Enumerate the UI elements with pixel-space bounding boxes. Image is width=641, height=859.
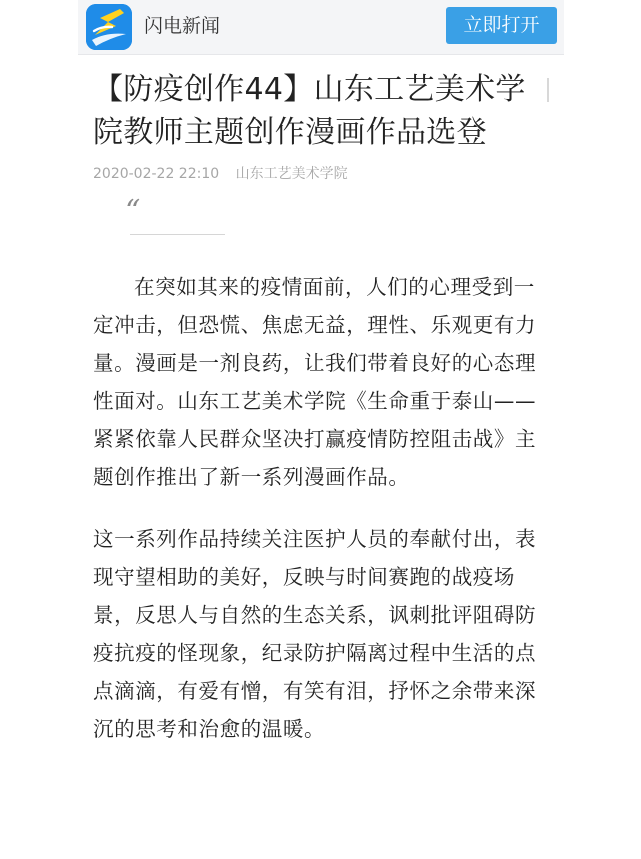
article-title: 【防疫创作44】山东工艺美术学院教师主题创作漫画作品选登 — [93, 72, 526, 150]
quote-divider — [130, 234, 225, 235]
paragraph: 这一系列作品持续关注医护人员的奉献付出，表现守望相助的美好，反映与时间赛跑的战疫场景，反思人与自然的生态关系，讽刺批评阻碍防疫抗疫的怪现象，纪录防护隔离过程中生活的点点滴滴，有爱有憎，有笑有泪，抒怀之余带来深沉的思考和治愈的温暖。 — [93, 527, 537, 741]
article — [93, 68, 553, 748]
paragraph: 在突如其来的疫情面前，人们的心理受到一定冲击，但恐慌、焦虑无益，理性、乐观更有力量。漫画是一剂良药，让我们带着良好的心态理性面对。山东工艺美术学院《生命重于泰山——紧紧依靠人民群众坚决打赢疫情防控阻击战》主题创作推出了新一系列漫画作品。 — [93, 275, 537, 489]
lightning-logo-icon[interactable] — [86, 4, 132, 50]
open-app-button[interactable]: 立即打开 — [446, 7, 557, 44]
quote-decoration — [93, 194, 553, 244]
article-source[interactable]: 山东工艺美术学院 — [235, 166, 348, 182]
article-meta — [93, 164, 553, 184]
article-body — [93, 268, 553, 748]
app-download-banner — [78, 0, 564, 55]
app-name: 闪电新闻 — [144, 15, 221, 37]
quote-mark-icon: “ — [125, 194, 141, 229]
publish-date: 2020-02-22 22:10 — [93, 166, 220, 182]
